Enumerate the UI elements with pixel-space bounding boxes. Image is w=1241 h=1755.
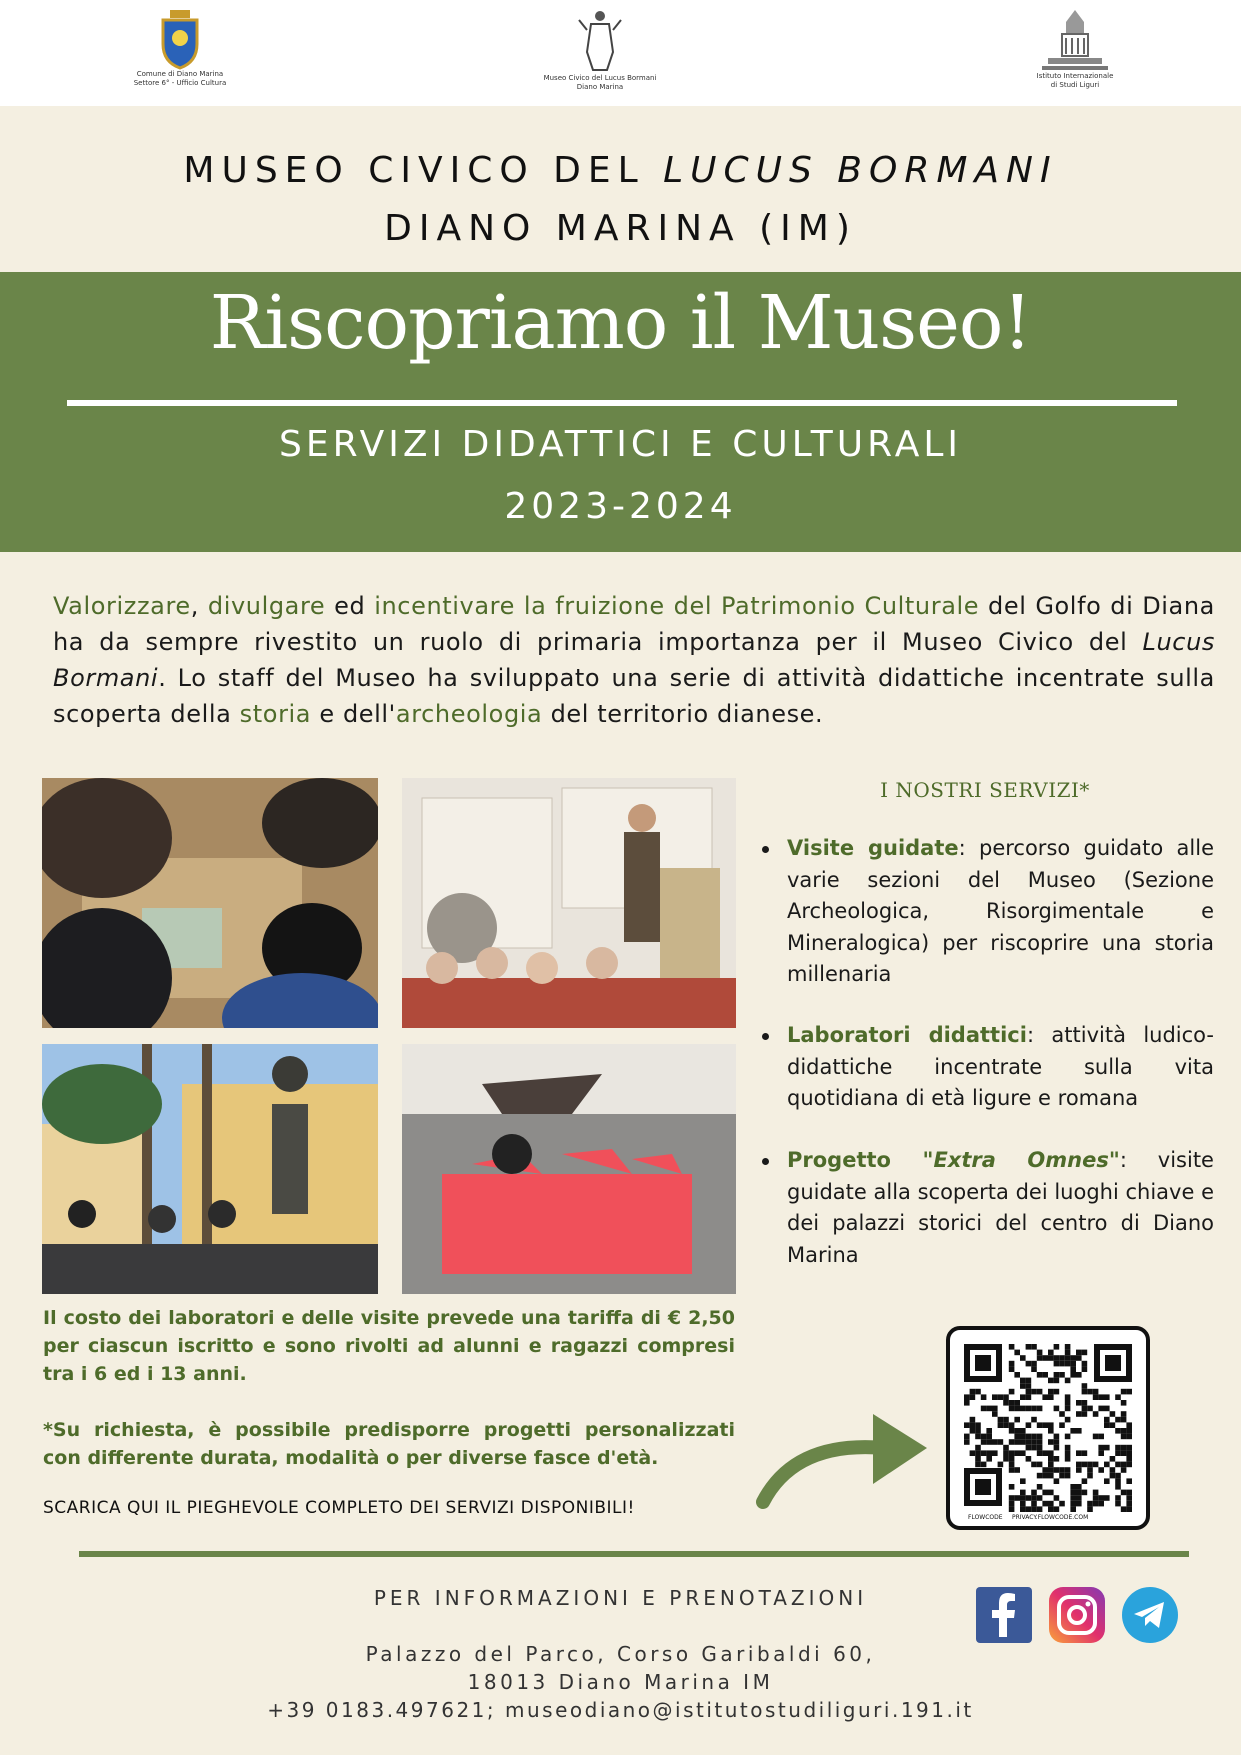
intro-text: ed <box>325 592 375 620</box>
service-description: : percorso guidato alle varie sezioni del Museo (Sezione Archeologica, Risorgimentale e Mineralogica) per riscoprire una storia millenaria <box>787 836 1214 986</box>
service-name-suffix: " <box>1108 1148 1120 1172</box>
cost-note: Il costo dei laboratori e delle visite prevede una tariffa di € 2,50 per ciascun iscritto e sono rivolti ad alunni e ragazzi compresi tra i 6 ed i 13 anni. <box>43 1307 735 1385</box>
banner-subtitle: SERVIZI DIDATTICI E CULTURALI <box>279 424 962 465</box>
telegram-icon[interactable] <box>1122 1587 1178 1643</box>
photo-guide-exhibit <box>402 778 736 1028</box>
intro-highlight: archeologia <box>395 700 543 728</box>
service-name: Visite guidate <box>787 836 959 860</box>
qr-code-icon <box>950 1330 1146 1526</box>
intro-text: del territorio dianese. <box>542 700 824 728</box>
intro-text: , <box>190 592 208 620</box>
museum-location: DIANO MARINA (IM) <box>384 208 857 249</box>
service-laboratori <box>787 1020 1214 1115</box>
service-name <box>787 1148 1120 1172</box>
contact-heading: PER INFORMAZIONI E PRENOTAZIONI <box>373 1586 868 1610</box>
photo-red-boat <box>402 1044 736 1294</box>
statue-icon <box>577 8 623 74</box>
museum-name-italic: LUCUS BORMANI <box>663 150 1058 191</box>
monument-icon <box>1040 8 1110 72</box>
title-banner <box>0 272 1241 552</box>
comune-caption-1: Comune di Diano Marina <box>136 70 224 78</box>
istituto-logo <box>1020 8 1130 90</box>
intro-highlight: storia <box>239 700 312 728</box>
page-title: Riscopriamo il Museo! <box>209 280 1032 366</box>
service-visite-guidate <box>787 833 1214 991</box>
service-extra-omnes <box>787 1145 1214 1271</box>
intro-highlight: incentivare la fruizione del Patrimonio Culturale <box>374 592 980 620</box>
istituto-caption-2: di Studi Liguri <box>1050 81 1100 89</box>
logo-strip <box>0 0 1241 106</box>
intro-italic: Lucus Bormani <box>53 628 1215 692</box>
contact-phone-email[interactable]: +39 0183.497621; museodiano@istitutostudiliguri.191.it <box>267 1698 974 1722</box>
qr-code[interactable] <box>946 1326 1150 1530</box>
intro-text: del Golfo di Diana ha da sempre rivestito un ruolo di primaria importanza per il Museo Civico del <box>53 592 1215 656</box>
instagram-icon[interactable] <box>1049 1587 1105 1643</box>
museo-caption-2: Diano Marina <box>576 83 624 91</box>
comune-logo <box>125 8 235 88</box>
qr-left-label: FLOWCODE <box>968 1514 1003 1521</box>
photo-square-statue <box>42 1044 378 1294</box>
services-title: I NOSTRI SERVIZI* <box>880 778 1090 802</box>
qr-right-label: PRIVACY.FLOWCODE.COM <box>1012 1514 1089 1521</box>
museum-name <box>0 150 1241 191</box>
istituto-caption-1: Istituto Internazionale <box>1036 72 1114 80</box>
crest-icon <box>155 8 205 70</box>
contact-address-2: 18013 Diano Marina IM <box>467 1670 774 1694</box>
service-description: : attività ludico-didattiche incentrate sulla vita quotidiana di età ligure e romana <box>787 1023 1214 1110</box>
intro-highlight: Valorizzare <box>53 592 191 620</box>
service-name-italic: Extra Omnes <box>933 1148 1109 1172</box>
intro-text: e dell' <box>311 700 396 728</box>
museo-caption-1: Museo Civico del Lucus Bormani <box>543 74 657 82</box>
request-note: *Su richiesta, è possibile predisporre progetti personalizzati con differente durata, modalità o per diverse fasce d'età. <box>43 1419 735 1469</box>
intro-paragraph <box>53 588 1215 732</box>
download-prompt[interactable]: SCARICA QUI IL PIEGHEVOLE COMPLETO DEI SERVIZI DISPONIBILI! <box>43 1498 635 1518</box>
museo-logo <box>540 8 660 92</box>
service-description: : visite guidate alla scoperta dei luoghi chiave e dei palazzi storici del centro di Diano Marina <box>787 1148 1214 1267</box>
photo-children-puzzle <box>42 778 378 1028</box>
service-name-prefix: Progetto " <box>787 1148 934 1172</box>
footer-divider <box>79 1551 1189 1557</box>
facebook-icon[interactable] <box>976 1587 1032 1643</box>
banner-divider <box>67 400 1177 406</box>
comune-caption-2: Settore 6° - Ufficio Cultura <box>133 79 227 87</box>
intro-text: . Lo staff del Museo ha sviluppato una serie di attività didattiche incentrate sulla scoperta della <box>53 664 1215 728</box>
arrow-icon <box>755 1400 935 1510</box>
service-name: Laboratori didattici <box>787 1023 1027 1047</box>
intro-highlight: divulgare <box>207 592 326 620</box>
contact-address-1: Palazzo del Parco, Corso Garibaldi 60, <box>365 1642 876 1666</box>
banner-years: 2023-2024 <box>504 486 737 527</box>
museum-name-prefix: MUSEO CIVICO DEL <box>183 150 664 191</box>
